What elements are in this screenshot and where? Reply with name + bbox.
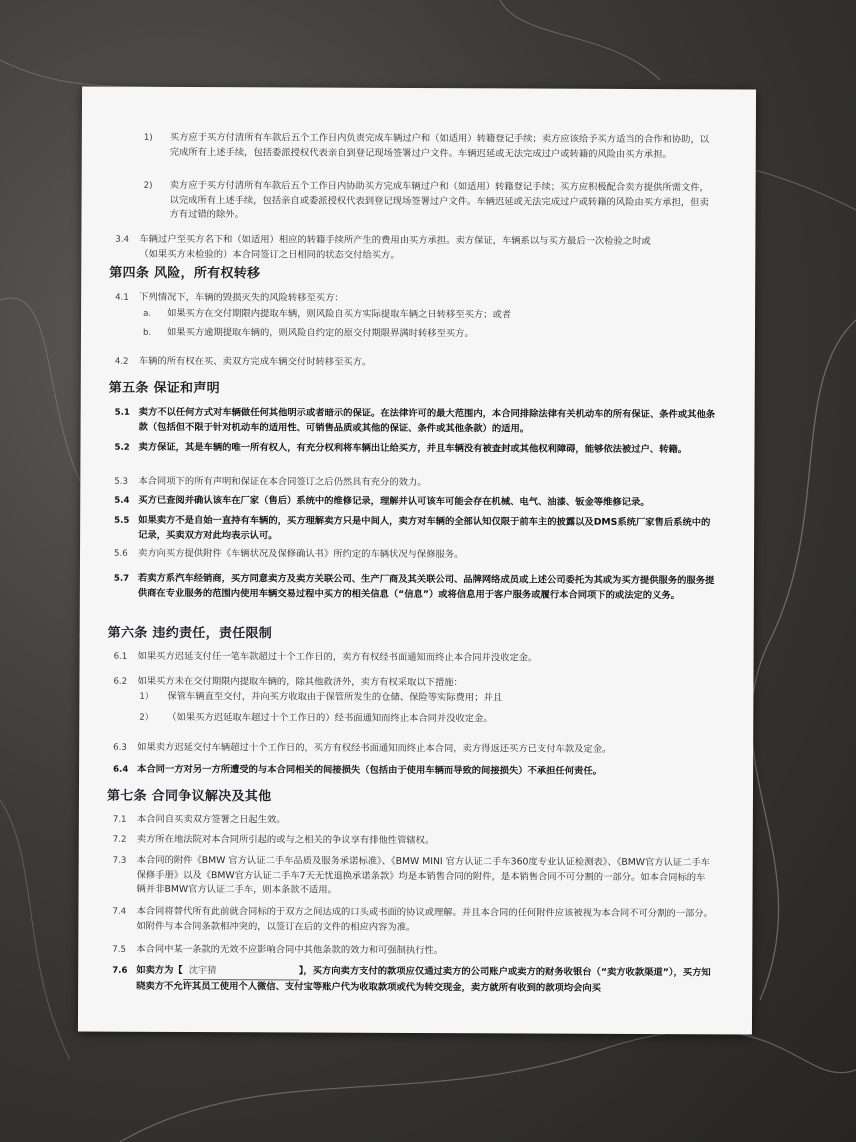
clause-5-4: 5.4 买方已查阅并确认该车在厂家（售后）系统中的维修记录，理解并认可该车可能会存在机械、电气、油漆、钣金等维修记录。 (114, 494, 650, 509)
clause-4-2: 4.2 车辆的所有权在买、卖双方完成车辆交付时转移至买方。 (114, 355, 372, 368)
clause-6-2: 6.2 如果买方未在交付期限内提取车辆的，除其他救济外，卖方有权采取以下措施： (113, 675, 463, 689)
article-heading: 第七条 合同争议解决及其他 (106, 788, 272, 805)
clause-6-4: 6.4 本合同一方对另一方所遭受的与本合同相关的间接损失（包括由于使用车辆而导致的间接损失）不承担任何责任。 (113, 763, 602, 777)
clause-7-3: 7.3 本合同的附件《BMW 官方认证二手车品质及服务承诺标准》、《BMW MINI 官方认证二手车360度专业认证检测表》、《BMW官方认证二手车保修手册》以及《BMW官方认证二手车7天无忧退换承诺条款》均是本销售合同的附件，是本销售合同不可分割的一部分。如本合同标的车辆并非BMW官方认证二手车，则本条款不适用。 (112, 854, 711, 896)
clause-5-1: 5.1 卖方不以任何方式对车辆做任何其他明示或者暗示的保证。在法律许可的最大范围内，本合同排除法律有关机动车的所有保证、条件或其他条款（包括但不限于针对机动车的适用性、可销售品质或其他的保证、条件或其他条款）的适用。 (114, 406, 716, 434)
clause-6-3: 6.3 如果卖方迟延交付车辆超过十个工作日的，买方有权经书面通知而终止本合同，卖方得返还买方已支付车款及定金。 (113, 741, 612, 755)
clause-7-6-prefix: 如卖方为【 (136, 964, 183, 976)
clause-5-7: 5.7 若卖方系汽车经销商，买方同意卖方及卖方关联公司、生产厂商及其关联公司、品牌网络成员或上述公司委托为其或为买方提供服务的服务提供商在专业服务的范围内使用车辆交易过程中买方的相关信息（“信息”）或将信息用于客户服务或履行本合同项下的或法定的义务。 (113, 572, 715, 601)
article-heading: 第四条 风险，所有权转移 (109, 265, 261, 282)
clause-7-6-body: 】，买方向卖方支付的款项应仅通过卖方的公司账户或卖方的财务收银台（“卖方收款渠道”），买方知晓卖方不允许其员工使用个人微信、支付宝等账户代为收取款项或代为转交现金，卖方就所有收到的款项均会向买 (136, 965, 711, 994)
clause-5-2: 5.2 卖方保证，其是车辆的唯一所有权人，有充分权利将车辆出让给买方，并且车辆没有被查封或其他权利障碍，能够依法被过户、转籍。 (114, 441, 688, 456)
seller-name-field: 沈宇猜 (183, 964, 299, 980)
list-item: a. 如果买方在交付期限内提取车辆，则风险自买方实际提取车辆之日转移至买方；或者 (143, 307, 512, 321)
clause-7-4: 7.4 本合同将替代所有此前就合同标的于双方之间达成的口头或书面的协议或理解。并且本合同的任何附件应该被视为本合同不可分割的一部分。如附件与本合同条款相冲突的，以签订在后的文件的相应内容为准。 (112, 905, 713, 933)
list-item: b. 如果买方逾期提取车辆的，则风险自约定的原交付期限界满时转移至买方。 (142, 326, 474, 340)
clause-7-2: 7.2 卖方所在地法院对本合同所引起的或与之相关的争议享有排他性管辖权。 (112, 833, 435, 847)
clause-6-1: 6.1 如果买方迟延支付任一笔车款超过十个工作日的，卖方有权经书面通知而终止本合同并没收定金。 (113, 650, 538, 664)
list-item: 1) 买方应于买方付清所有车款后五个工作日内负责完成车辆过户和（如适用）转籍登记手续；卖方应该给予买方适当的合作和协助，以完成所有上述手续，包括委派授权代表亲自到登记现场签署过户文件。车辆迟延或无法完成过户或转籍的风险由买方承担。 (143, 131, 710, 160)
list-item: 1） 保管车辆直至交付，并向买方收取由于保管所发生的仓储、保险等实际费用；并且 (139, 690, 503, 704)
clause-7-1: 7.1 本合同自买卖双方签署之日起生效。 (112, 813, 286, 826)
list-item: 2） （如果买方迟延取车超过十个工作日的）经书面通知而终止本合同并没收定金。 (139, 711, 493, 725)
clause-5-6: 5.6 卖方向买方提供附件《车辆状况及保修确认书》所约定的车辆状况与保修服务。 (114, 547, 464, 561)
article-heading: 第五条 保证和声明 (108, 380, 221, 397)
clause-4-1: 4.1 下列情况下，车辆的毁损灭失的风险转移至买方： (115, 291, 344, 304)
clause-7-6: 7.6 如卖方为【 沈宇猜 】，买方向卖方支付的款项应仅通过卖方的公司账户或卖方的财务收银台（“卖方收款渠道”），买方知晓卖方不允许其员工使用个人微信、支付宝等账户代为收取款项或代为转交现金，卖方就所有收到的款项均会向买 (112, 964, 711, 994)
clause-7-5: 7.5 本合同中某一条款的无效不应影响合同中其他条款的效力和可强制执行性。 (112, 943, 444, 957)
list-item: 2) 卖方应于买方付清所有车款后五个工作日内协助买方完成车辆过户和（如适用）转籍登记手续；买方应积极配合卖方提供所需文件，以完成所有上述手续，包括亲自或委派授权代表到登记现场签署过户文件。车辆迟延或无法完成过户或转籍的风险由买方承担，但卖方有过错的除外。 (143, 179, 709, 221)
article-heading: 第六条 违约责任，责任限制 (107, 625, 273, 642)
clause-5-5: 5.5 如果卖方不是自始一直持有车辆的，买方理解卖方只是中间人，卖方对车辆的全部认知仅限于前车主的披露以及DMS系统厂家售后系统中的记录，买卖双方对此均表示认可。 (114, 514, 711, 541)
clause-5-3: 5.3 本合同项下的所有声明和保证在本合同签订之后仍然具有充分的效力。 (114, 475, 427, 489)
contract-page (78, 87, 756, 1035)
clause-3-4: 3.4 车辆过户至买方名下和（如适用）相应的转籍手续所产生的费用由买方承担。卖方保证，车辆系以与买方最后一次检验之时或（如果买方未检验的）本合同签订之日相同的状态交付给买方。 (115, 233, 651, 261)
